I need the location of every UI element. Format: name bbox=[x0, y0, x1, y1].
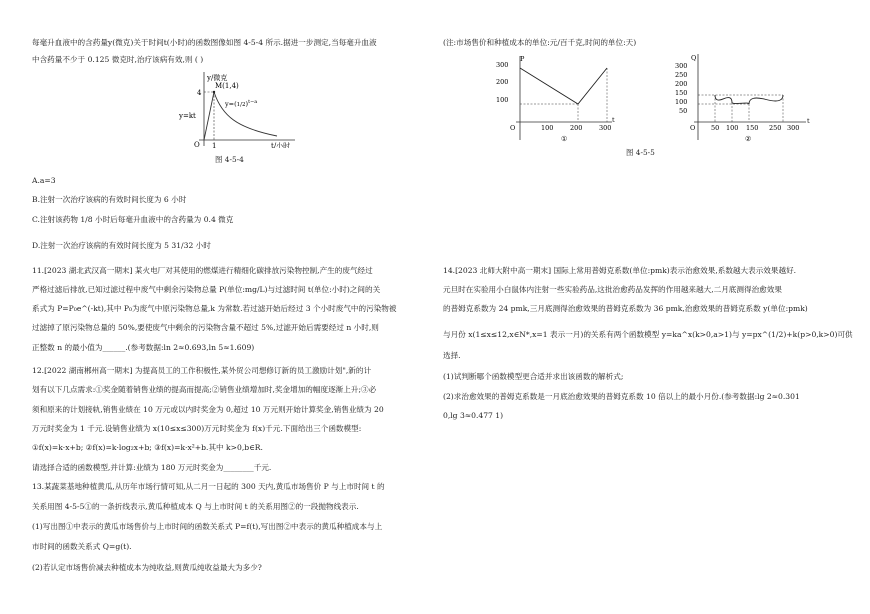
q13-line: 市时间的函数关系式 Q=g(t). bbox=[32, 542, 132, 551]
curve-equation: $y=(1/2)^{t-a}$ bbox=[225, 99, 258, 108]
exponential-curve bbox=[214, 92, 277, 136]
q14-line: (2)求治愈效果的普姆克系数是一月底治愈效果的普姆克系数 10 倍以上的最小月份.(参考数据:lg 2≈0.301 bbox=[443, 392, 800, 401]
y-tick-label: 4 bbox=[197, 89, 202, 97]
y-axis-label: y/微克 bbox=[207, 74, 228, 82]
graph-label: ② bbox=[745, 135, 752, 143]
y-tick: 200 bbox=[675, 80, 688, 88]
q14-line: 0,lg 3≈0.477 1) bbox=[443, 411, 504, 420]
y-tick: 100 bbox=[496, 96, 509, 104]
q11-line: 系式为 P=P₀e^(-kt),其中 P₀为废气中原污染物总量,k 为常数.若过滤开始后经过 3 个小时废气中的污染物被 bbox=[32, 304, 397, 313]
x-tick: 50 bbox=[711, 124, 720, 132]
q14-line: (1)试判断哪个函数模型更合适并求出该函数的解析式; bbox=[443, 372, 624, 381]
x-tick: 100 bbox=[726, 124, 739, 132]
q12-line: ①f(x)=k·x+b; ②f(x)=k·log₂x+b; ③f(x)=k·x²+b.其中 k>0,b∈R. bbox=[32, 443, 263, 452]
option-d: D.注射一次治疗该病的有效时间长度为 5 31/32 小时 bbox=[32, 241, 211, 250]
y-tick: 250 bbox=[675, 71, 688, 79]
q11-line: 严格过滤后排放,已知过滤过程中废气中剩余污染物总量 P(单位:mg/L)与过滤时间 t(单位:小时)之间的关 bbox=[32, 285, 381, 294]
point-label: M(1,4) bbox=[215, 82, 239, 90]
q13-line: (2)若认定市场售价减去种植成本为纯收益,则黄瓜纯收益最大为多少? bbox=[32, 563, 262, 572]
x-tick: 250 bbox=[769, 124, 782, 132]
y-tick: 200 bbox=[496, 78, 509, 86]
q14-line: 选择. bbox=[443, 351, 461, 360]
origin-label: O bbox=[690, 124, 696, 132]
figure-caption: 图 4-5-4 bbox=[215, 155, 244, 164]
x-tick-label: 1 bbox=[212, 142, 217, 148]
x-axis-label: t/小时 bbox=[271, 142, 291, 148]
cost-curve bbox=[715, 95, 783, 104]
q12-line: 划有以下几点需求:①奖金随着销售业绩的提高而提高;②销售业绩增加时,奖金增加的幅度逐渐上升;③必 bbox=[32, 385, 377, 394]
figure-4-5-5-graph-2 bbox=[666, 50, 816, 144]
q13-line: (1)写出图①中表示的黄瓜市场售价与上市时间的函数关系式 P=f(t),写出图②中表示的黄瓜种植成本与上 bbox=[32, 522, 383, 531]
point-m bbox=[213, 91, 215, 93]
q12-line: 12.[2022 湖南郴州高一期末] 为提高员工的工作积极性,某外贸公司想修订新的员工激励计划",新的计 bbox=[32, 366, 372, 375]
linear-segment bbox=[204, 92, 214, 140]
fraction: 1/2 bbox=[236, 102, 246, 108]
line-equation: y=kt bbox=[179, 112, 196, 120]
intro-line: 每毫升血液中的含药量y(微克)关于时间t(小时)的函数图像如图 4-5-4 所示.据进一步测定,当每毫升血液 bbox=[32, 38, 377, 47]
q11-line: 过滤掉了原污染物总量的 50%,要使废气中剩余的污染物含量不超过 5%,过滤开始后需要经过 n 小时,则 bbox=[32, 323, 379, 332]
q14-line: 14.[2023 北师大附中高一期末] 国际上常用普姆克系数(单位:pmk)表示治愈效果,系数越大表示效果越好. bbox=[443, 266, 797, 275]
x-axis-label: t bbox=[612, 116, 615, 124]
q12-line: 请选择合适的函数模型,并计算:业绩为 180 万元时奖金为________千元. bbox=[32, 463, 272, 472]
units-note: (注:市场售价和种植成本的单位:元/百千克,时间的单位:天) bbox=[443, 38, 637, 47]
x-axis-label: t bbox=[807, 117, 810, 125]
option-c: C.注射该药物 1/8 小时后每毫升血液中的含药量为 0.4 微克 bbox=[32, 215, 234, 224]
q12-line: 须和原来的计划接轨,销售业绩在 10 万元或以内时奖金为 0,超过 10 万元则开始计算奖金,销售业绩为 20 bbox=[32, 405, 384, 414]
x-tick: 200 bbox=[570, 124, 583, 132]
origin-label: O bbox=[510, 124, 516, 132]
x-tick: 300 bbox=[787, 124, 800, 132]
x-tick: 150 bbox=[746, 124, 759, 132]
y-tick: 300 bbox=[496, 61, 509, 69]
price-line bbox=[520, 68, 607, 104]
y-tick: 50 bbox=[679, 107, 688, 115]
x-tick: 100 bbox=[541, 124, 554, 132]
graph-label: ① bbox=[561, 135, 568, 143]
q14-line: 元旦时在实验用小白鼠体内注射一些实验药品,这批治愈药品发挥的作用越来越大,二月底测得治愈效果 bbox=[443, 285, 782, 294]
q11-line: 正整数 n 的最小值为______.(参考数据:ln 2≈0.693,ln 5≈1.609) bbox=[32, 343, 255, 352]
x-tick: 300 bbox=[599, 124, 612, 132]
origin-label: O bbox=[194, 141, 200, 148]
y-axis-label: P bbox=[520, 55, 525, 63]
y-axis-label: Q bbox=[691, 54, 697, 62]
q13-line: 13.某蔬菜基地种植黄瓜,从历年市场行情可知,从二月一日起的 300 天内,黄瓜市场售价 P 与上市时间 t 的 bbox=[32, 482, 385, 491]
figure-caption: 图 4-5-5 bbox=[626, 148, 655, 157]
q11-line: 11.[2023 湖北武汉高一期末] 某火电厂对其使用的燃煤进行精细化碳排放污染物控制,产生的废气经过 bbox=[32, 266, 373, 275]
q14-line: 的普姆克系数为 24 pmk,三月底测得治愈效果的普姆克系数为 36 pmk,治愈效果的普姆克系数 y(单位:pmk) bbox=[443, 304, 808, 313]
option-b: B.注射一次治疗该病的有效时间长度为 6 小时 bbox=[32, 195, 187, 204]
option-a: A.a=3 bbox=[32, 176, 56, 185]
intro-line: 中含药量不少于 0.125 微克时,治疗该病有效,则 ( ) bbox=[32, 55, 204, 64]
q13-line: 关系用图 4-5-5①的一条折线表示,黄瓜种植成本 Q 与上市时间 t 的关系用图②的一段抛物线表示. bbox=[32, 502, 359, 511]
y-tick: 150 bbox=[675, 89, 688, 97]
q12-line: 万元时奖金为 1 千元.设销售业绩为 x(10≤x≤300)万元时奖金为 f(x)千元.下面给出三个函数模型: bbox=[32, 424, 362, 433]
figure-4-5-4 bbox=[177, 68, 297, 148]
y-tick: 300 bbox=[675, 62, 688, 70]
y-tick: 100 bbox=[675, 98, 688, 106]
figure-4-5-5-graph-1 bbox=[488, 52, 628, 144]
q14-line: 与月份 x(1≤x≤12,x∈N*,x=1 表示一月)的关系有两个函数模型 y=ka^x(k>0,a>1)与 y=px^(1/2)+k(p>0,k>0)可供 bbox=[443, 330, 853, 339]
